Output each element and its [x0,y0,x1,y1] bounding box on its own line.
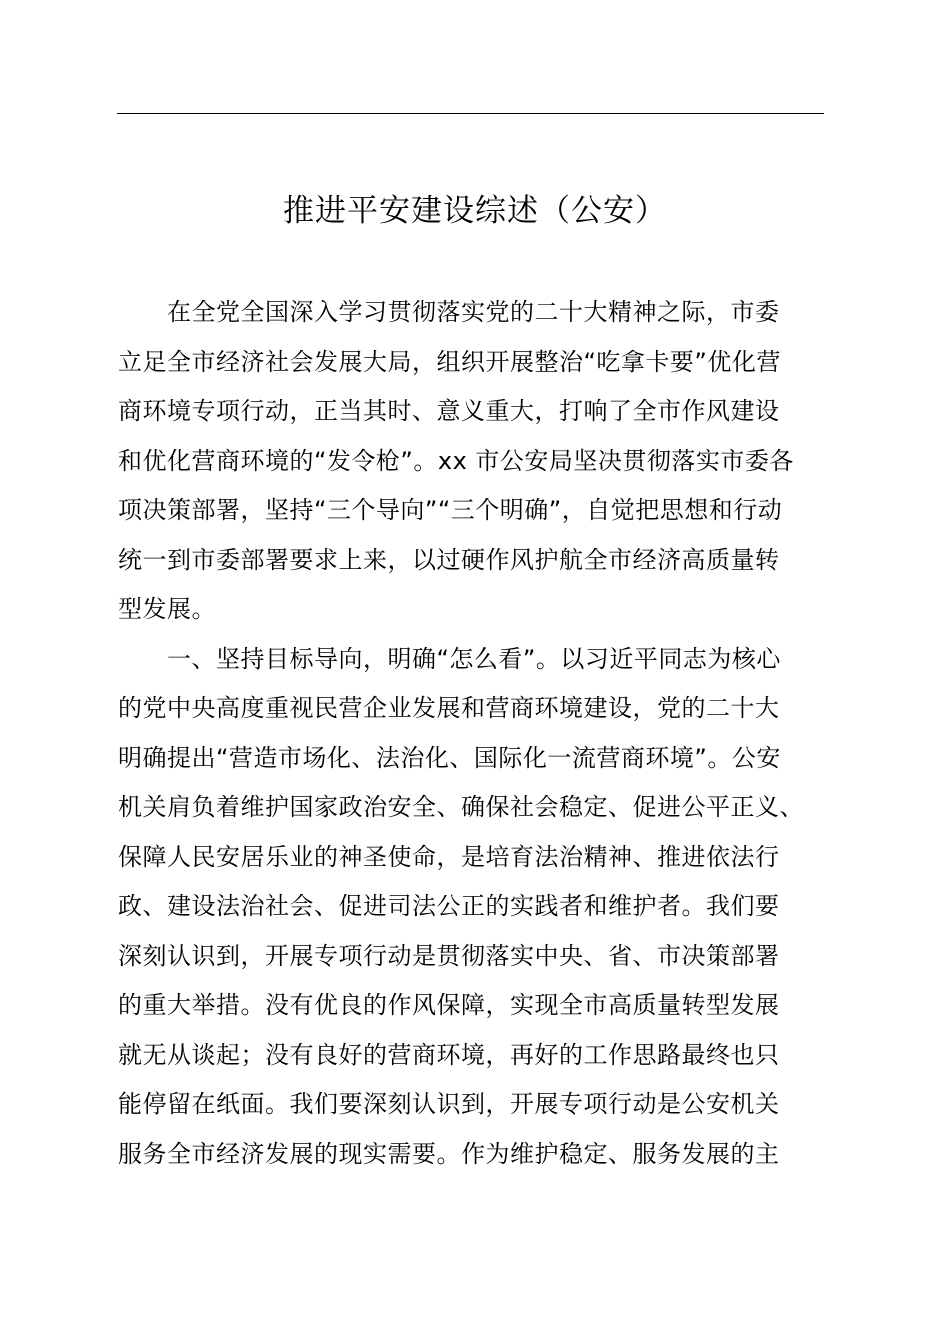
body-line: 统一到市委部署要求上来，以过硬作风护航全市经济高质量转 [118,545,780,574]
body-line: 保障人民安居乐业的神圣使命，是培育法治精神、推进依法行 [118,842,780,871]
body-line: 在全党全国深入学习贯彻落实党的二十大精神之际，市委 [118,298,780,326]
body-line: 就无从谈起；没有良好的营商环境，再好的工作思路最终也只 [118,1040,780,1069]
body-line: 商环境专项行动，正当其时、意义重大，打响了全市作风建设 [118,397,780,425]
body-line: 能停留在纸面。我们要深刻认识到，开展专项行动是公安机关 [118,1090,780,1118]
header-rule [117,113,824,114]
body-line: 机关肩负着维护国家政治安全、确保社会稳定、促进公平正义、 [118,793,804,821]
body-line: 和优化营商环境的“发令枪”。xx 市公安局坚决贯彻落实市委各 [118,446,794,475]
body-line: 的党中央高度重视民营企业发展和营商环境建设，党的二十大 [118,694,780,722]
body-line: 一、坚持目标导向，明确“怎么看”。以习近平同志为核心 [118,644,781,673]
body-line: 明确提出“营造市场化、法治化、国际化一流营商环境”。公安 [118,743,781,772]
body-line: 政、建设法治社会、促进司法公正的实践者和维护者。我们要 [118,892,780,920]
document-body [118,290,830,1181]
body-line: 项决策部署，坚持“三个导向”“三个明确”，自觉把思想和行动 [118,496,783,524]
body-line: 服务全市经济发展的现实需要。作为维护稳定、服务发展的主 [118,1139,780,1168]
document-title: 推进平安建设综述（公安） [283,193,667,229]
body-line: 深刻认识到，开展专项行动是贯彻落实中央、省、市决策部署 [118,941,780,970]
body-line: 的重大举措。没有优良的作风保障，实现全市高质量转型发展 [118,991,780,1019]
body-line: 立足全市经济社会发展大局，组织开展整治“吃拿卡要”优化营 [118,347,781,376]
body-line: 型发展。 [118,595,216,623]
